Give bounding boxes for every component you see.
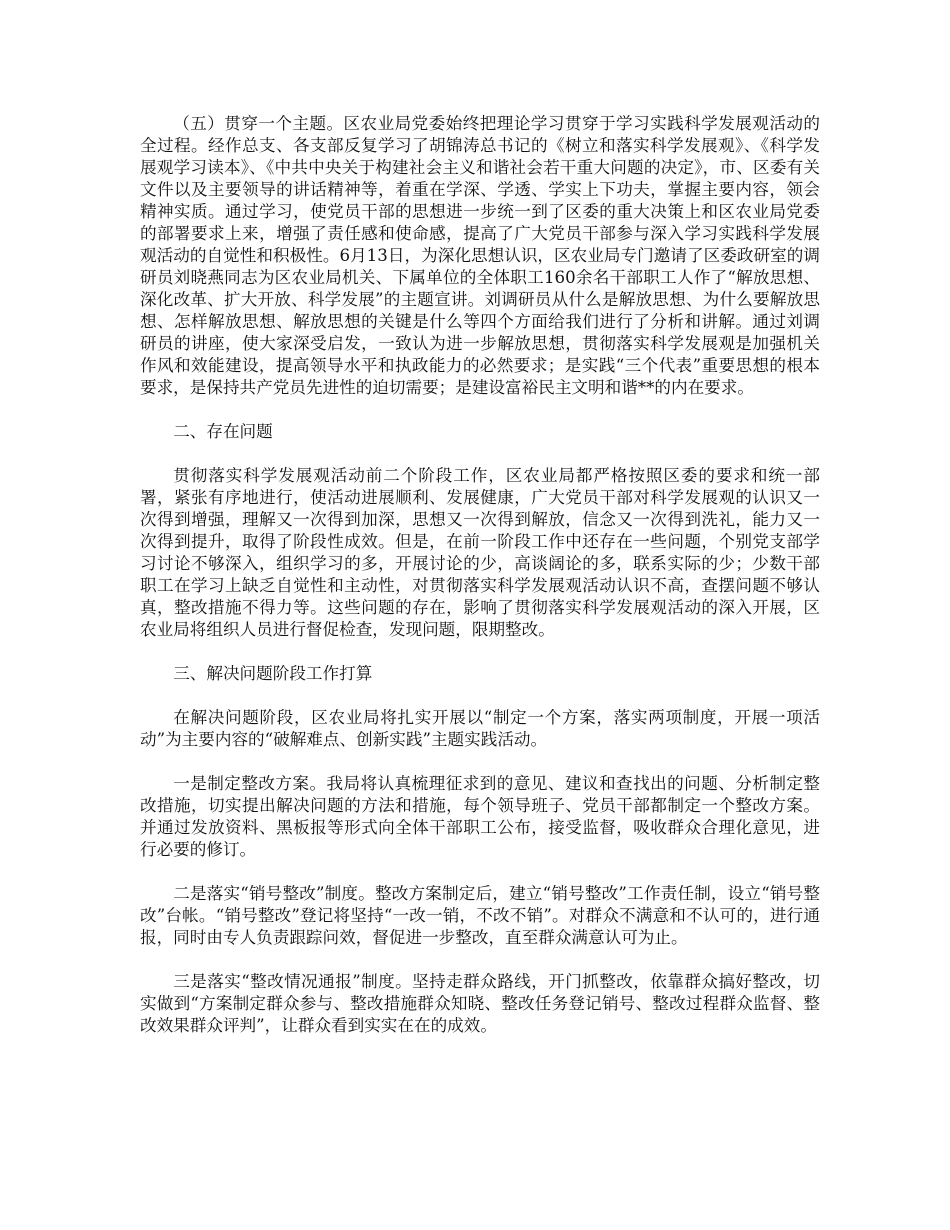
paragraph-rectification-plan: 一是制定整改方案。我局将认真梳理征求到的意见、建议和查找出的问题、分析制定整改措施，切实提出解决问题的方法和措施，每个领导班子、党员干部都制定一个整改方案。并通过发放资料、黑板报等形式向全体干部职工公布，接受监督，吸收群众合理化意见，进行必要的修订。 xyxy=(140,774,820,859)
section-heading-plan: 三、解决问题阶段工作打算 xyxy=(173,664,373,683)
paragraph-problems: 贯彻落实科学发展观活动前二个阶段工作，区农业局都严格按照区委的要求和统一部署，紧张有序地进行，使活动进展顺利、发展健康，广大党员干部对科学发展观的认识又一次得到增强，理解又一次得到加深，思想又一次得到解放，信念又一次得到洗礼，能力又一次得到提升，取得了阶段性成效。但是，在前一阶段工作中还存在一些问题，个别党支部学习讨论不够深入，组织学习的多，开展讨论的少，高谈阔论的多，联系实际的少；少数干部职工在学习上缺乏自觉性和主动性，对贯彻落实科学发展观活动认识不高，查摆问题不够认真，整改措施不得力等。这些问题的存在，影响了贯彻落实科学发展观活动的深入开展，区农业局将组织人员进行督促检查，发现问题，限期整改。 xyxy=(140,466,820,639)
section-heading-problems: 二、存在问题 xyxy=(173,422,273,441)
paragraph-report-system: 三是落实“整改情况通报”制度。坚持走群众路线，开门抓整改，依靠群众搞好整改，切实做到“方案制定群众参与、整改措施群众知晓、整改任务登记销号、整改过程群众监督、整改效果群众评判”，让群众看到实实在在的成效。 xyxy=(140,972,820,1035)
document-page xyxy=(140,113,820,1059)
paragraph-plan-intro: 在解决问题阶段，区农业局将扎实开展以“制定一个方案，落实两项制度，开展一项活动”为主要内容的“破解难点、创新实践”主题实践活动。 xyxy=(140,708,820,749)
paragraph-cancellation-system: 二是落实“销号整改”制度。整改方案制定后，建立“销号整改”工作责任制，设立“销号整改”台帐。“销号整改”登记将坚持“一改一销，不改不销”。对群众不满意和不认可的，进行通报，同时由专人负责跟踪问效，督促进一步整改，直至群众满意认可为止。 xyxy=(140,884,820,947)
paragraph-theme: （五）贯穿一个主题。区农业局党委始终把理论学习贯穿于学习实践科学发展观活动的全过程。经作总支、各支部反复学习了胡锦涛总书记的《树立和落实科学发展观》、《科学发展观学习读本》、《中共中央关于构建社会主义和谐社会若干重大问题的决定》，市、区委有关文件以及主要领导的讲话精神等，着重在学深、学透、学实上下功夫，掌握主要内容，领会精神实质。通过学习，使党员干部的思想进一步统一到了区委的重大决策上和区农业局党委的部署要求上来，增强了责任感和使命感，提高了广大党员干部参与深入学习实践科学发展观活动的自觉性和积极性。6月13日，为深化思想认识，区农业局专门邀请了区委政研室的调研员刘晓燕同志为区农业局机关、下属单位的全体职工160余名干部职工人作了“解放思想、深化改革、扩大开放、科学发展”的主题宣讲。刘调研员从什么是解放思想、为什么要解放思想、怎样解放思想、解放思想的关键是什么等四个方面给我们进行了分析和讲解。通过刘调研员的讲座，使大家深受启发，一致认为进一步解放思想，贯彻落实科学发展观是加强机关作风和效能建设，提高领导水平和执政能力的必然要求；是实践“三个代表”重要思想的根本要求，是保持共产党员先进性的迫切需要；是建设富裕民主文明和谐**的内在要求。 xyxy=(140,114,820,397)
